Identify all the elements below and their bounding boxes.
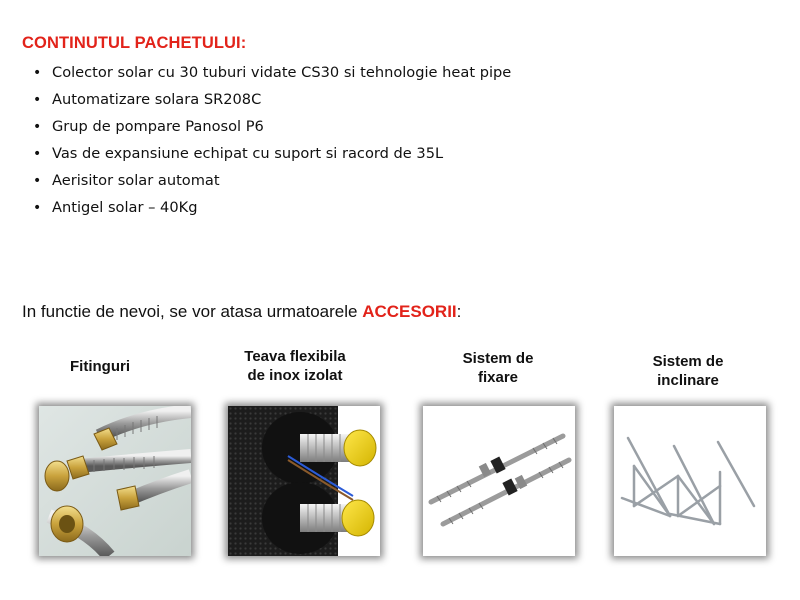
list-item (20, 197, 511, 224)
accessory-label-tilt (628, 352, 748, 390)
bullet: • (33, 92, 42, 108)
package-item-text: Antigel solar – 40Kg (52, 199, 198, 216)
package-item-text: Colector solar cu 30 tuburi vidate CS30 si tehnologie heat pipe (52, 64, 512, 81)
flex-pipe-image (228, 406, 380, 556)
bullet: • (33, 173, 42, 189)
intro-text: In functie de nevoi, se vor atasa urmatoarele (22, 302, 363, 321)
package-list (20, 62, 511, 224)
list-item (20, 89, 511, 116)
package-item-text: Aerisitor solar automat (52, 172, 220, 189)
package-title: CONTINUTUL PACHETULUI: (22, 34, 247, 52)
accessory-label-fittings (45, 357, 155, 376)
label-line: de inox izolat (247, 367, 343, 384)
tilt-frame-image (614, 406, 766, 556)
list-item (20, 62, 511, 89)
accessories-intro (22, 302, 461, 322)
label-line: Fitinguri (70, 358, 130, 375)
bullet: • (33, 200, 42, 216)
intro-suffix: : (456, 302, 462, 321)
package-item-text: Automatizare solara SR208C (52, 91, 262, 108)
list-item (20, 170, 511, 197)
bullet: • (33, 119, 42, 135)
accessory-label-flex-pipe (225, 347, 365, 385)
label-line: Teava flexibila (244, 348, 346, 365)
label-line: Sistem de (462, 350, 534, 367)
fittings-image (39, 406, 191, 556)
package-item-text: Grup de pompare Panosol P6 (52, 118, 264, 135)
accessory-label-mounting (438, 349, 558, 387)
bullet: • (33, 65, 42, 81)
label-line: inclinare (657, 372, 719, 389)
label-line: fixare (477, 369, 519, 386)
package-item-text: Vas de expansiune echipat cu suport si racord de 35L (52, 145, 444, 162)
label-line: Sistem de (652, 353, 724, 370)
list-item (20, 143, 511, 170)
list-item (20, 116, 511, 143)
bullet: • (33, 146, 42, 162)
mounting-rods-image (423, 406, 575, 556)
accessories-highlight: ACCESORII (362, 302, 457, 321)
